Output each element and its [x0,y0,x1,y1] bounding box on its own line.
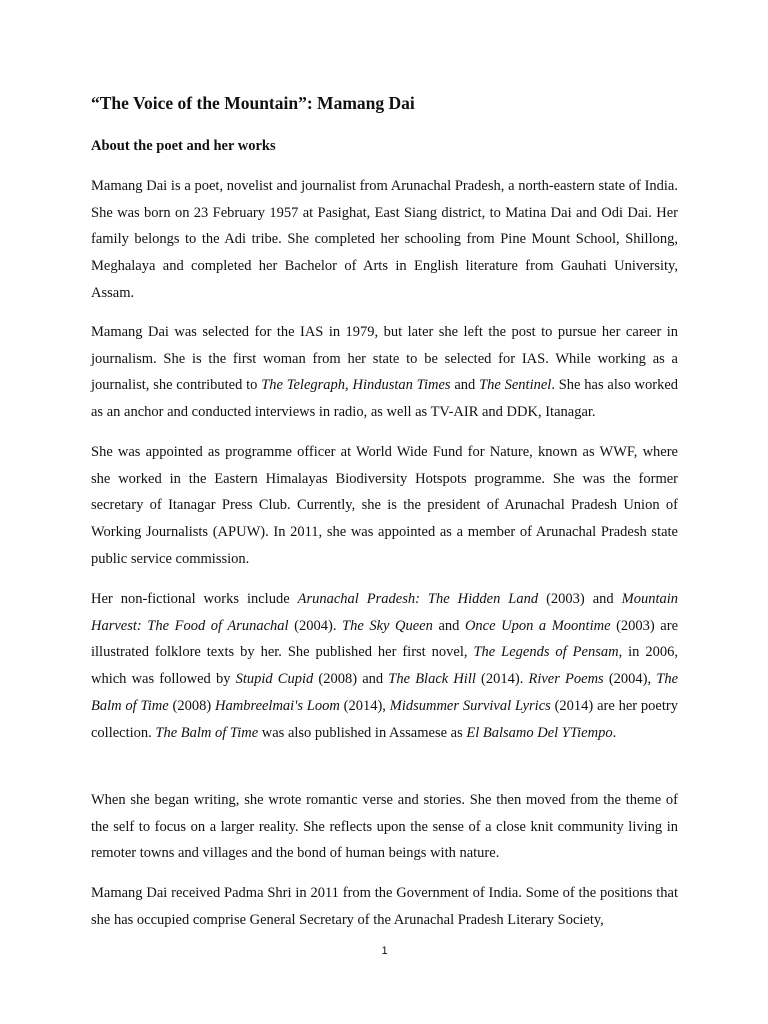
italic-title: The Sky Queen [342,617,433,634]
italic-title: The Balm of Time [91,671,679,714]
paragraph-positions: She was appointed as programme officer at World Wide Fund for Nature, known as WWF, where she worked in the Eastern Himalayas Biodiversity Hotspots programme. She was the former secretary of Itanagar Press Club. Currently, she is the president of Arunachal Pradesh Union of Working Journalists (APUW). In 2011, she was appointed as a member of Arunachal Pradesh state public service commission. [91,444,678,567]
paragraph-works: Her non-fictional works include Arunachal Pradesh: The Hidden Land (2003) and Mountain Harvest: The Food of Arunachal (2004). The Sky Queen and Once Upon a Moontime (2003) are illustrated folklore texts by her. She published her first novel, The Legends of Pensam, in 2006, which was followed by Stupid Cupid (2008) and The Black Hill (2014). River Poems (2004), The Balm of Time (2008) Hambreelmai's Loom (2014), Midsummer Survival Lyrics (2014) are her poetry collection. The Balm of Time was also published in Assamese as El Balsamo Del YTiempo. [91,591,679,741]
italic-title: Midsummer Survival Lyrics [389,697,551,714]
page-number: 1 [381,945,388,957]
italic-title: The Sentinel [479,377,552,394]
document-page [91,0,678,1024]
paragraph-themes: When she began writing, she wrote romantic verse and stories. She then moved from the theme of the self to focus on a larger reality. She reflects upon the sense of a close knit community living in remoter towns and villages and the bond of human beings with nature. [91,792,678,862]
italic-title: The Legends of Pensam [473,644,619,661]
italic-title: El Balsamo Del YTiempo [466,724,613,741]
italic-title: The Balm of Time [155,724,259,741]
italic-title: The Black Hill [388,671,476,688]
paragraph-awards: Mamang Dai received Padma Shri in 2011 from the Government of India. Some of the positions that she has occupied comprise General Secretary of the Arunachal Pradesh Literary Society, [91,885,678,928]
paragraph-journalism: Mamang Dai was selected for the IAS in 1979, but later she left the post to pursue her career in journalism. She is the first woman from her state to be selected for IAS. While working as a journalist, she contributed to The Telegraph, Hindustan Times and The Sentinel. She has also worked as an anchor and conducted interviews in radio, as well as TV-AIR and DDK, Itanagar. [91,324,679,421]
italic-title: The Telegraph [261,377,346,394]
italic-title: Mountain Harvest: The Food of Arunachal [91,591,679,634]
section-heading: About the poet and her works [91,138,276,154]
italic-title: Once Upon a Moontime [464,617,611,634]
paragraph-biography: Mamang Dai is a poet, novelist and journalist from Arunachal Pradesh, a north-eastern state of India. She was born on 23 February 1957 at Pasighat, East Siang district, to Matina Dai and Odi Dai. Her family belongs to the Adi tribe. She completed her schooling from Pine Mount School, Shillong, Meghalaya and completed her Bachelor of Arts in English literature from Gauhati University, Assam. [91,178,678,301]
italic-title: Hindustan Times [352,377,451,394]
page-title: “The Voice of the Mountain”: Mamang Dai [91,93,415,113]
italic-title: Stupid Cupid [235,671,314,688]
italic-title: River Poems [528,671,604,688]
italic-title: Arunachal Pradesh: The Hidden Land [297,591,539,607]
italic-title: Hambreelmai's Loom [215,697,340,714]
